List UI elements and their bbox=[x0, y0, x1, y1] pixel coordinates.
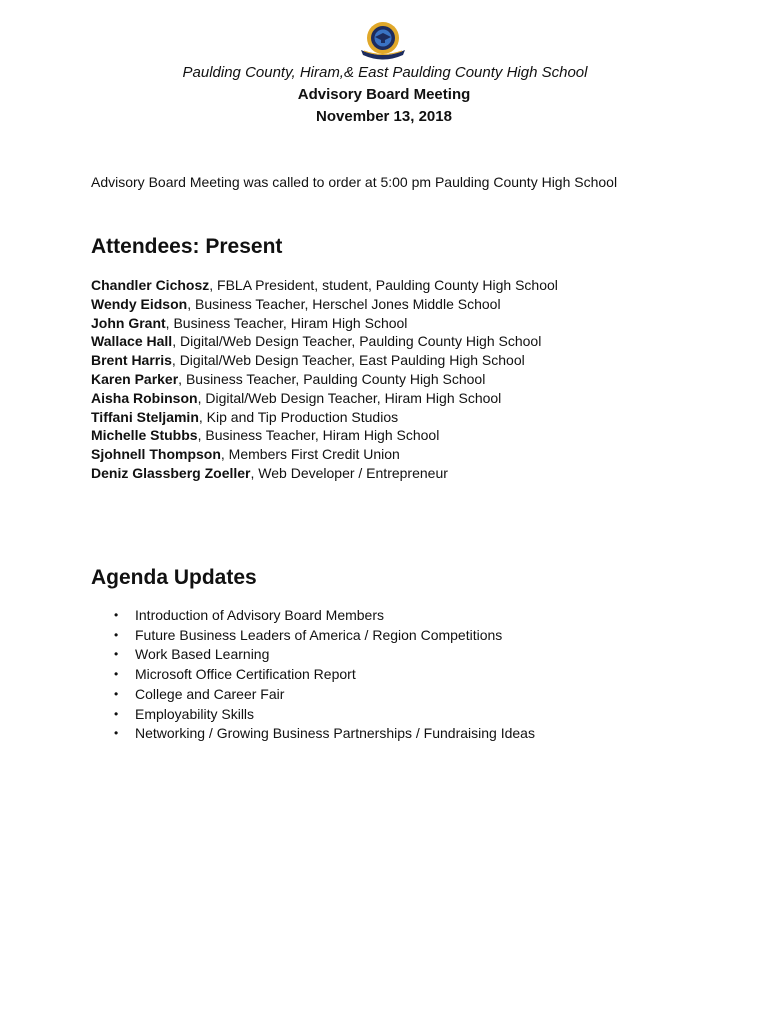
agenda-item bbox=[91, 645, 535, 665]
attendee-name: John Grant bbox=[91, 314, 166, 331]
attendee-name: Wallace Hall bbox=[91, 333, 173, 350]
school-seal-logo bbox=[358, 20, 408, 62]
bullet-icon: • bbox=[114, 706, 119, 721]
attendee-name: Deniz Glassberg Zoeller bbox=[91, 464, 251, 481]
attendee-role: , Business Teacher, Herschel Jones Middle School bbox=[187, 295, 501, 312]
meeting-date: November 13, 2018 bbox=[316, 108, 452, 125]
agenda-item-text: Introduction of Advisory Board Members bbox=[135, 607, 385, 623]
call-to-order-text: Advisory Board Meeting was called to order at 5:00 pm Paulding County High School bbox=[91, 174, 618, 190]
bullet-icon: • bbox=[114, 647, 119, 662]
agenda-item-text: Work Based Learning bbox=[135, 646, 270, 663]
attendee-role: , Kip and Tip Production Studios bbox=[198, 408, 399, 425]
agenda-item bbox=[91, 705, 535, 725]
attendee-name: Tiffani Steljamin bbox=[91, 408, 199, 425]
attendee-item bbox=[91, 408, 558, 427]
agenda-item-text: Networking / Growing Business Partnerships / Fundraising Ideas bbox=[135, 725, 535, 742]
attendee-item bbox=[91, 426, 558, 445]
attendee-role: , Business Teacher, Paulding County High School bbox=[178, 370, 486, 387]
agenda-item bbox=[91, 685, 535, 705]
agenda-item bbox=[91, 724, 535, 744]
attendee-role: , Digital/Web Design Teacher, Hiram High School bbox=[197, 389, 502, 406]
attendee-name: Aisha Robinson bbox=[91, 389, 198, 406]
agenda-item bbox=[91, 626, 535, 646]
attendee-name: Wendy Eidson bbox=[91, 295, 188, 312]
attendee-role: , FBLA President, student, Paulding County High School bbox=[209, 277, 558, 293]
attendee-name: Karen Parker bbox=[91, 370, 179, 387]
attendee-item bbox=[91, 276, 558, 295]
attendee-item bbox=[91, 445, 558, 464]
attendee-item bbox=[91, 351, 558, 370]
bullet-icon: • bbox=[114, 686, 119, 701]
agenda-item-text: College and Career Fair bbox=[135, 685, 285, 702]
attendee-item bbox=[91, 370, 558, 389]
agenda-item-text: Future Business Leaders of America / Region Competitions bbox=[135, 626, 503, 643]
attendee-role: , Web Developer / Entrepreneur bbox=[250, 464, 448, 481]
attendee-role: , Members First Credit Union bbox=[220, 446, 400, 463]
agenda-list bbox=[91, 606, 535, 744]
bullet-icon: • bbox=[114, 608, 119, 622]
bullet-icon: • bbox=[114, 667, 119, 682]
bullet-icon: • bbox=[114, 726, 119, 741]
attendees-heading: Attendees: Present bbox=[91, 235, 283, 258]
agenda-item bbox=[91, 606, 535, 626]
attendee-item bbox=[91, 295, 558, 314]
attendee-item bbox=[91, 389, 558, 408]
attendee-name: Chandler Cichosz bbox=[91, 277, 210, 293]
attendee-item bbox=[91, 314, 558, 333]
attendee-role: , Business Teacher, Hiram High School bbox=[197, 427, 440, 444]
agenda-item bbox=[91, 665, 535, 685]
school-names-heading: Paulding County, Hiram,& East Paulding County High School bbox=[182, 64, 588, 81]
document-title: Advisory Board Meeting bbox=[297, 86, 471, 103]
bullet-icon: • bbox=[114, 627, 119, 642]
attendee-role: , Digital/Web Design Teacher, Paulding County High School bbox=[172, 333, 542, 350]
agenda-item-text: Employability Skills bbox=[135, 705, 255, 722]
attendee-name: Sjohnell Thompson bbox=[91, 446, 221, 463]
attendee-role: , Digital/Web Design Teacher, East Paulding High School bbox=[171, 352, 525, 369]
attendee-item bbox=[91, 464, 558, 483]
agenda-heading: Agenda Updates bbox=[91, 566, 257, 589]
attendees-list bbox=[91, 276, 558, 483]
attendee-item bbox=[91, 332, 558, 351]
attendee-role: , Business Teacher, Hiram High School bbox=[165, 314, 408, 331]
attendee-name: Michelle Stubbs bbox=[91, 427, 198, 444]
attendee-name: Brent Harris bbox=[91, 352, 172, 369]
agenda-item-text: Microsoft Office Certification Report bbox=[135, 666, 356, 683]
